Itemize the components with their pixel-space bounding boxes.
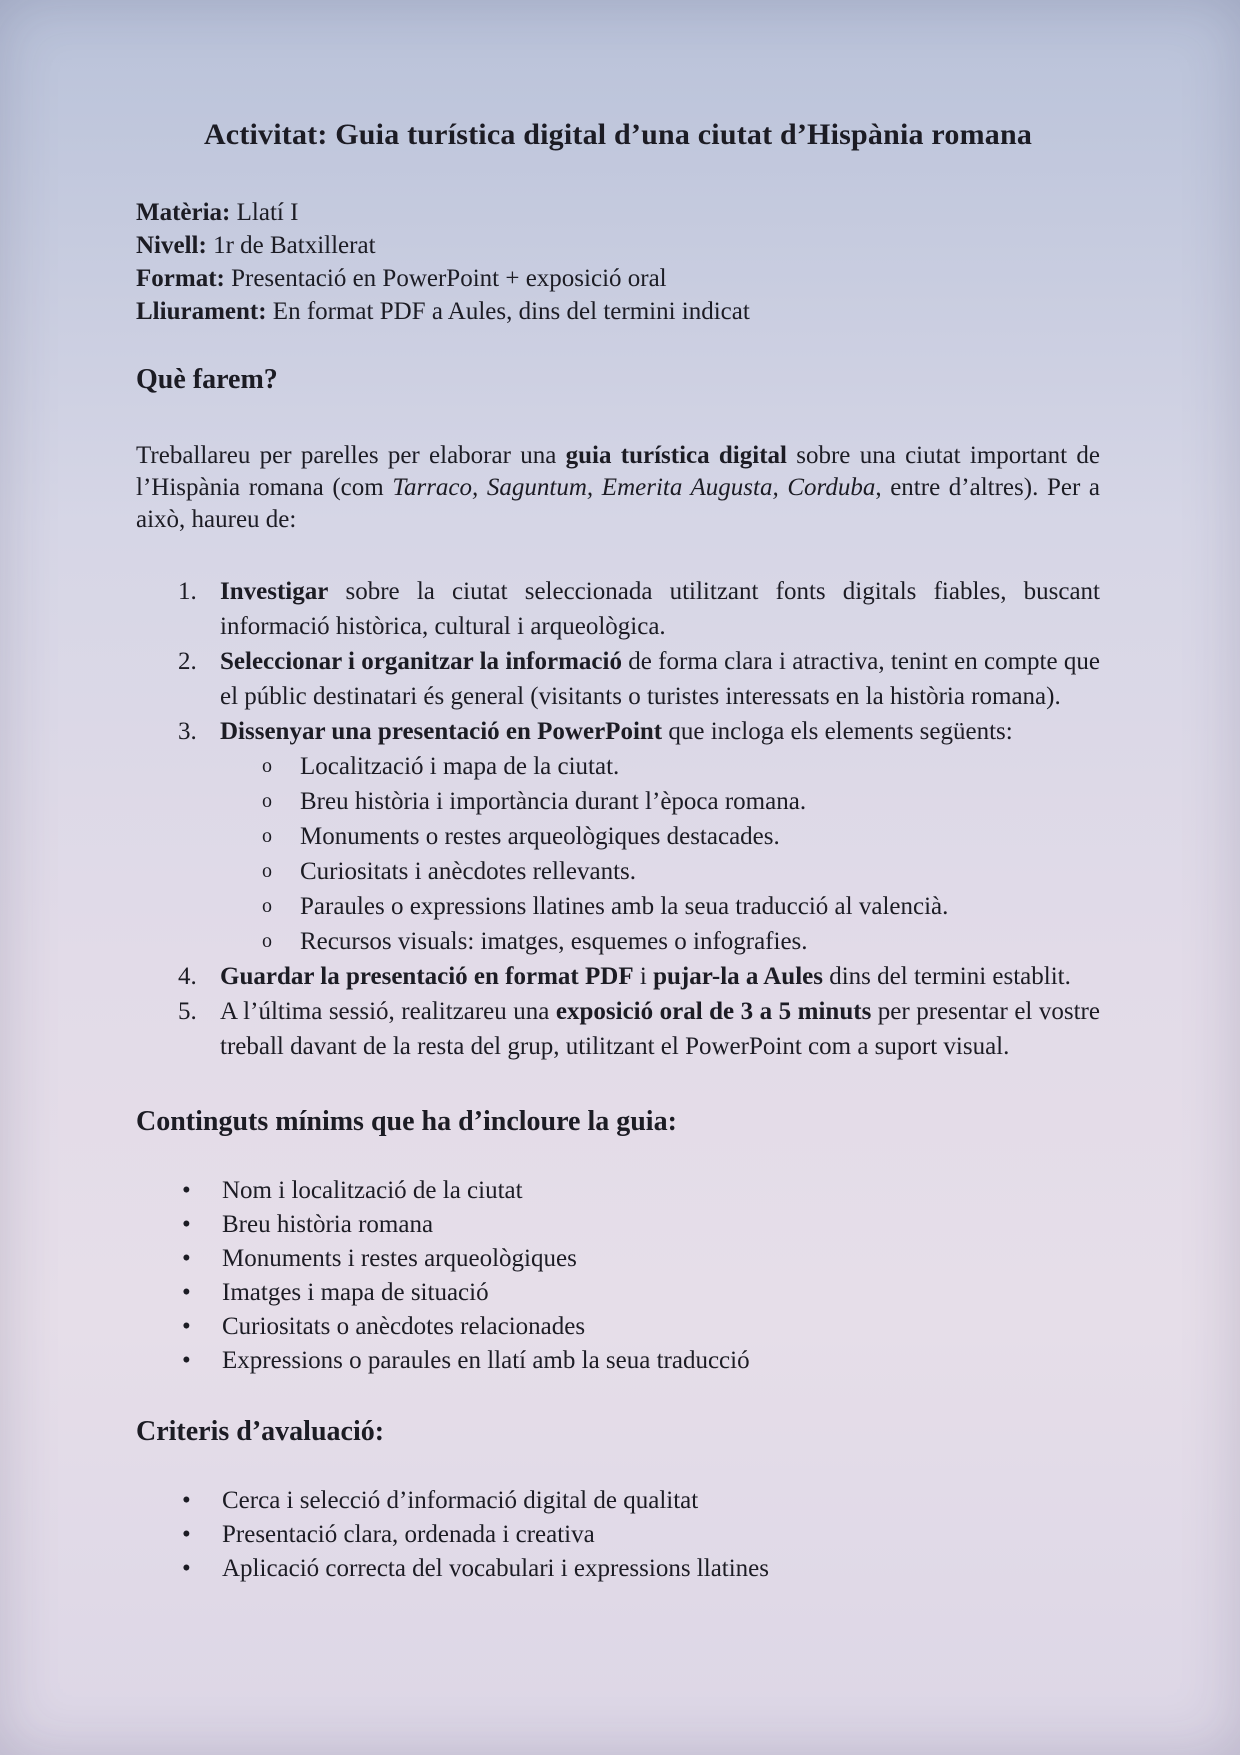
list-item bbox=[136, 1344, 1100, 1378]
intro-text: , entre d’altres). Per a això, haureu de: bbox=[136, 474, 1101, 533]
meta-value: En format PDF a Aules, dins del termini indicat bbox=[266, 298, 750, 325]
sub-item bbox=[220, 784, 1100, 819]
list-item bbox=[136, 1208, 1100, 1242]
section-heading-criteris: Criteris d’avaluació: bbox=[136, 1416, 385, 1447]
meta-block bbox=[136, 196, 1100, 328]
list-item-text: Nom i localització de la ciutat bbox=[222, 1177, 523, 1204]
continguts-list bbox=[136, 1174, 1100, 1378]
list-item-text: Cerca i selecció d’informació digital de qualitat bbox=[222, 1487, 699, 1514]
intro-paragraph bbox=[136, 440, 1100, 536]
step-text: sobre la ciutat seleccionada utilitzant fonts digitals fiables, buscant informació històrica, cultural i arqueològica. bbox=[220, 578, 1100, 640]
sub-item bbox=[220, 889, 1100, 924]
list-item-text: Monuments i restes arqueològiques bbox=[222, 1245, 577, 1272]
section-heading-farem: Què farem? bbox=[136, 364, 278, 395]
step-text: i bbox=[633, 963, 654, 990]
step-bold: Seleccionar i organitzar la informació bbox=[220, 648, 622, 675]
list-item-text: Breu història romana bbox=[222, 1211, 434, 1238]
sub-item-text: Breu història i importància durant l’època romana. bbox=[300, 788, 807, 815]
list-item-text: Presentació clara, ordenada i creativa bbox=[222, 1521, 595, 1548]
meta-format bbox=[136, 262, 1100, 295]
meta-level bbox=[136, 229, 1100, 262]
intro-text: Treballareu per parelles per elaborar una bbox=[136, 442, 566, 469]
city-name: Emerita Augusta, bbox=[601, 474, 788, 501]
city-name: Saguntum, bbox=[486, 474, 602, 501]
sub-list bbox=[220, 749, 1100, 959]
bullet-icon: • bbox=[182, 1347, 191, 1374]
circle-bullet-icon: o bbox=[262, 790, 272, 812]
step-text: A l’última sessió, realitzareu una bbox=[220, 998, 556, 1025]
list-item bbox=[136, 1518, 1100, 1552]
meta-label: Format: bbox=[136, 265, 225, 292]
bullet-icon: • bbox=[182, 1521, 191, 1548]
step-number: 1. bbox=[178, 578, 197, 605]
step-item bbox=[136, 994, 1100, 1064]
bullet-icon: • bbox=[182, 1245, 191, 1272]
list-item bbox=[136, 1174, 1100, 1208]
list-item bbox=[136, 1484, 1100, 1518]
bullet-icon: • bbox=[182, 1211, 191, 1238]
list-item-text: Aplicació correcta del vocabulari i expressions llatines bbox=[222, 1555, 770, 1582]
city-name: Corduba bbox=[787, 474, 876, 501]
list-item-text: Curiositats o anècdotes relacionades bbox=[222, 1313, 586, 1340]
list-item bbox=[136, 1552, 1100, 1586]
list-item bbox=[136, 1310, 1100, 1344]
list-item bbox=[136, 1276, 1100, 1310]
step-text: de forma clara i atractiva, tenint en compte que el públic destinatari és general (visitants o turistes interessats en la història romana). bbox=[220, 648, 1100, 710]
list-item-text: Imatges i mapa de situació bbox=[222, 1279, 489, 1306]
step-number: 5. bbox=[178, 998, 197, 1025]
step-text: dins del termini establit. bbox=[822, 963, 1071, 990]
step-bold: exposició oral de 3 a 5 minuts bbox=[555, 998, 872, 1025]
bullet-icon: • bbox=[182, 1177, 191, 1204]
sub-item-text: Paraules o expressions llatines amb la seua traducció al valencià. bbox=[300, 893, 949, 920]
step-item bbox=[136, 959, 1100, 994]
step-number: 2. bbox=[178, 648, 197, 675]
city-name: Tarraco, bbox=[392, 474, 487, 501]
meta-value: Presentació en PowerPoint + exposició oral bbox=[224, 265, 667, 292]
step-number: 3. bbox=[178, 718, 197, 745]
sub-item bbox=[220, 854, 1100, 889]
step-text: per presentar el vostre treball davant de la resta del grup, utilitzant el PowerPoint com a suport visual. bbox=[220, 998, 1100, 1060]
circle-bullet-icon: o bbox=[262, 860, 272, 882]
sub-item-text: Recursos visuals: imatges, esquemes o infografies. bbox=[300, 928, 808, 955]
meta-value: Llatí I bbox=[230, 199, 299, 226]
sub-item bbox=[220, 924, 1100, 959]
sub-item-text: Curiositats i anècdotes rellevants. bbox=[300, 858, 637, 885]
meta-subject bbox=[136, 196, 1100, 229]
circle-bullet-icon: o bbox=[262, 895, 272, 917]
step-item bbox=[136, 714, 1100, 959]
meta-label: Lliurament: bbox=[136, 298, 267, 325]
step-bold: Dissenyar una presentació en PowerPoint bbox=[220, 718, 663, 745]
step-item bbox=[136, 644, 1100, 714]
list-item bbox=[136, 1242, 1100, 1276]
intro-text: sobre una ciutat important de l’Hispània romana (com bbox=[136, 442, 1100, 501]
sub-item-text: Monuments o restes arqueològiques destacades. bbox=[300, 823, 780, 850]
bullet-icon: • bbox=[182, 1279, 191, 1306]
steps-list bbox=[136, 574, 1100, 1064]
intro-bold: guia turística digital bbox=[565, 442, 787, 469]
sub-item bbox=[220, 749, 1100, 784]
list-item-text: Expressions o paraules en llatí amb la seua traducció bbox=[222, 1347, 750, 1374]
sub-item bbox=[220, 819, 1100, 854]
step-bold: pujar-la a Aules bbox=[653, 963, 823, 990]
step-bold: Guardar la presentació en format PDF bbox=[220, 963, 634, 990]
circle-bullet-icon: o bbox=[262, 755, 272, 777]
step-bold: Investigar bbox=[220, 578, 329, 605]
sub-item-text: Localització i mapa de la ciutat. bbox=[300, 753, 620, 780]
circle-bullet-icon: o bbox=[262, 930, 272, 952]
step-item bbox=[136, 574, 1100, 644]
bullet-icon: • bbox=[182, 1313, 191, 1340]
meta-delivery bbox=[136, 295, 1100, 328]
criteris-list bbox=[136, 1484, 1100, 1586]
bullet-icon: • bbox=[182, 1487, 191, 1514]
meta-label: Matèria: bbox=[136, 199, 231, 226]
step-number: 4. bbox=[178, 963, 197, 990]
meta-label: Nivell: bbox=[136, 232, 207, 259]
page-title: Activitat: Guia turística digital d’una ciutat d’Hispània romana bbox=[203, 118, 1033, 151]
meta-value: 1r de Batxillerat bbox=[206, 232, 376, 259]
step-text: que incloga els elements següents: bbox=[662, 718, 1013, 745]
bullet-icon: • bbox=[182, 1555, 191, 1582]
section-heading-continguts: Continguts mínims que ha d’incloure la guia: bbox=[136, 1106, 677, 1137]
circle-bullet-icon: o bbox=[262, 825, 272, 847]
